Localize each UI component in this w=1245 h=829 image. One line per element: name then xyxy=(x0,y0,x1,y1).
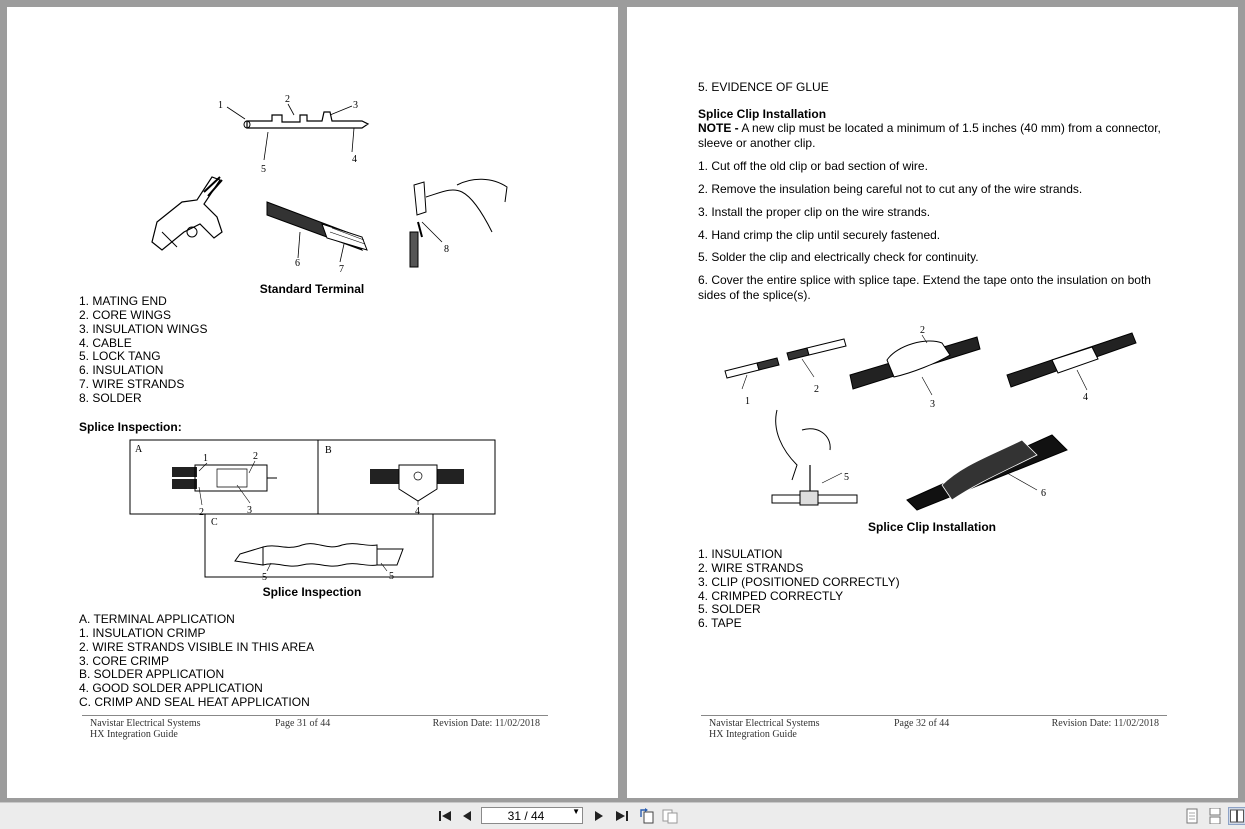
list-item: 3. INSULATION WINGS xyxy=(79,321,208,336)
list-item: B. SOLDER APPLICATION xyxy=(79,667,225,682)
list-item: A. TERMINAL APPLICATION xyxy=(79,612,235,626)
terminal-parts-list xyxy=(79,295,207,406)
list-item: 1. MATING END xyxy=(79,294,167,308)
footer-revision-date: Revision Date: 11/02/2018 xyxy=(432,718,540,729)
continuous-view-icon xyxy=(1208,808,1222,824)
footer-company: Navistar Electrical Systems xyxy=(90,718,201,729)
two-page-view-button[interactable] xyxy=(1228,807,1245,825)
panel-label-a: A xyxy=(135,444,143,455)
continuous-view-button[interactable] xyxy=(1206,807,1224,825)
footer-guide: HX Integration Guide xyxy=(90,729,178,740)
panel-label-b: B xyxy=(325,445,332,456)
step-5: 5. Solder the clip and electrically check for continuity. xyxy=(698,250,979,264)
callout-1: 1 xyxy=(218,100,223,111)
terminal-caption: Standard Terminal xyxy=(259,282,365,296)
callout-b4: 4 xyxy=(415,506,420,517)
list-item: 6. TAPE xyxy=(698,616,742,631)
callout-3: 3 xyxy=(930,399,935,410)
list-item: 3. CLIP (POSITIONED CORRECTLY) xyxy=(698,574,900,589)
splice-inspection-list xyxy=(79,613,314,710)
note-label: NOTE - xyxy=(698,121,739,135)
panel-label-c: C xyxy=(211,517,218,528)
footer-page-number: Page 32 of 44 xyxy=(894,718,950,729)
callout-2-left: 2 xyxy=(814,384,819,395)
list-item: 2. WIRE STRANDS xyxy=(698,560,804,575)
list-item: 1. INSULATION xyxy=(698,547,783,561)
list-item: 4. CABLE xyxy=(79,335,132,350)
callout-4: 4 xyxy=(352,154,357,165)
footer-guide: HX Integration Guide xyxy=(709,729,797,740)
callout-8: 8 xyxy=(444,244,449,255)
standard-terminal-figure xyxy=(122,82,512,275)
footer-revision-date: Revision Date: 11/02/2018 xyxy=(1051,718,1159,729)
first-page-button[interactable] xyxy=(436,807,454,825)
document-page-32 xyxy=(627,7,1238,798)
callout-6: 6 xyxy=(1041,488,1046,499)
callout-6: 6 xyxy=(295,258,300,269)
previous-page-button[interactable] xyxy=(458,807,476,825)
splice-clip-caption: Splice Clip Installation xyxy=(867,520,997,534)
fit-page-button[interactable] xyxy=(661,807,679,825)
callout-a3: 3 xyxy=(247,505,252,516)
callout-3: 3 xyxy=(353,100,358,111)
splice-inspection-caption: Splice Inspection xyxy=(262,585,362,599)
callout-5: 5 xyxy=(844,472,849,483)
step-1: 1. Cut off the old clip or bad section of wire. xyxy=(698,159,928,173)
rotate-page-button[interactable] xyxy=(638,807,656,825)
previous-page-icon xyxy=(462,810,472,822)
list-item: 4. CRIMPED CORRECTLY xyxy=(698,588,844,603)
list-item: 3. CORE CRIMP xyxy=(79,653,170,668)
splice-inspection-figure xyxy=(127,439,499,581)
callout-a1: 1 xyxy=(203,453,208,464)
callout-4: 4 xyxy=(1083,392,1088,403)
installation-note xyxy=(698,121,1168,151)
callout-7: 7 xyxy=(339,264,344,275)
document-page-31 xyxy=(7,7,618,798)
next-page-icon xyxy=(594,810,604,822)
clip-parts-list xyxy=(698,548,900,631)
viewer-toolbar xyxy=(0,802,1245,829)
list-item: 7. WIRE STRANDS xyxy=(79,377,185,392)
page-number-select[interactable] xyxy=(481,807,583,824)
single-page-view-button[interactable] xyxy=(1183,807,1201,825)
list-item: 2. CORE WINGS xyxy=(79,307,172,322)
step-4: 4. Hand crimp the clip until securely fastened. xyxy=(698,228,941,242)
callout-c5-right: 5 xyxy=(389,571,394,582)
splice-inspection-heading: Splice Inspection: xyxy=(79,420,182,434)
splice-clip-heading: Splice Clip Installation xyxy=(698,107,827,121)
evidence-of-glue-item: 5. EVIDENCE OF GLUE xyxy=(698,80,829,94)
callout-2-center: 2 xyxy=(920,325,925,336)
callout-2: 2 xyxy=(285,94,290,105)
page-indicator: 31 / 44 xyxy=(507,809,545,823)
step-6: 6. Cover the entire splice with splice tape. Extend the tape onto the insulation on both sides of the splice(s). xyxy=(698,273,1151,302)
list-item: 4. GOOD SOLDER APPLICATION xyxy=(79,681,263,696)
footer-page-number: Page 31 of 44 xyxy=(275,718,331,729)
footer-company: Navistar Electrical Systems xyxy=(709,718,820,729)
two-page-view-icon xyxy=(1230,809,1244,823)
list-item: 8. SOLDER xyxy=(79,390,142,405)
last-page-icon xyxy=(615,810,629,822)
callout-c5-left: 5 xyxy=(262,572,267,583)
callout-a2-top: 2 xyxy=(253,451,258,462)
page-footer xyxy=(82,715,548,744)
next-page-button[interactable] xyxy=(590,807,608,825)
list-item: 5. SOLDER xyxy=(698,602,761,617)
step-2: 2. Remove the insulation being careful not to cut any of the wire strands. xyxy=(698,182,1083,196)
list-item: C. CRIMP AND SEAL HEAT APPLICATION xyxy=(79,695,310,710)
splice-clip-figure xyxy=(722,315,1142,505)
list-item: 6. INSULATION xyxy=(79,363,164,378)
list-item: 2. WIRE STRANDS VISIBLE IN THIS AREA xyxy=(79,639,315,654)
rotate-page-icon xyxy=(639,808,655,824)
callout-1: 1 xyxy=(745,396,750,407)
callout-5: 5 xyxy=(261,164,266,175)
last-page-button[interactable] xyxy=(613,807,631,825)
callout-a2-bottom: 2 xyxy=(199,507,204,518)
page-footer xyxy=(701,715,1167,744)
list-item: 5. LOCK TANG xyxy=(79,349,161,364)
note-text: A new clip must be located a minimum of 1.5 inches (40 mm) from a connector, sleeve or another clip. xyxy=(698,121,1161,150)
single-page-view-icon xyxy=(1185,808,1199,824)
fit-page-icon xyxy=(662,808,678,824)
first-page-icon xyxy=(438,810,452,822)
list-item: 1. INSULATION CRIMP xyxy=(79,625,206,640)
page-select-dropdown-icon: ▼ xyxy=(572,807,580,816)
step-3: 3. Install the proper clip on the wire strands. xyxy=(698,205,931,219)
